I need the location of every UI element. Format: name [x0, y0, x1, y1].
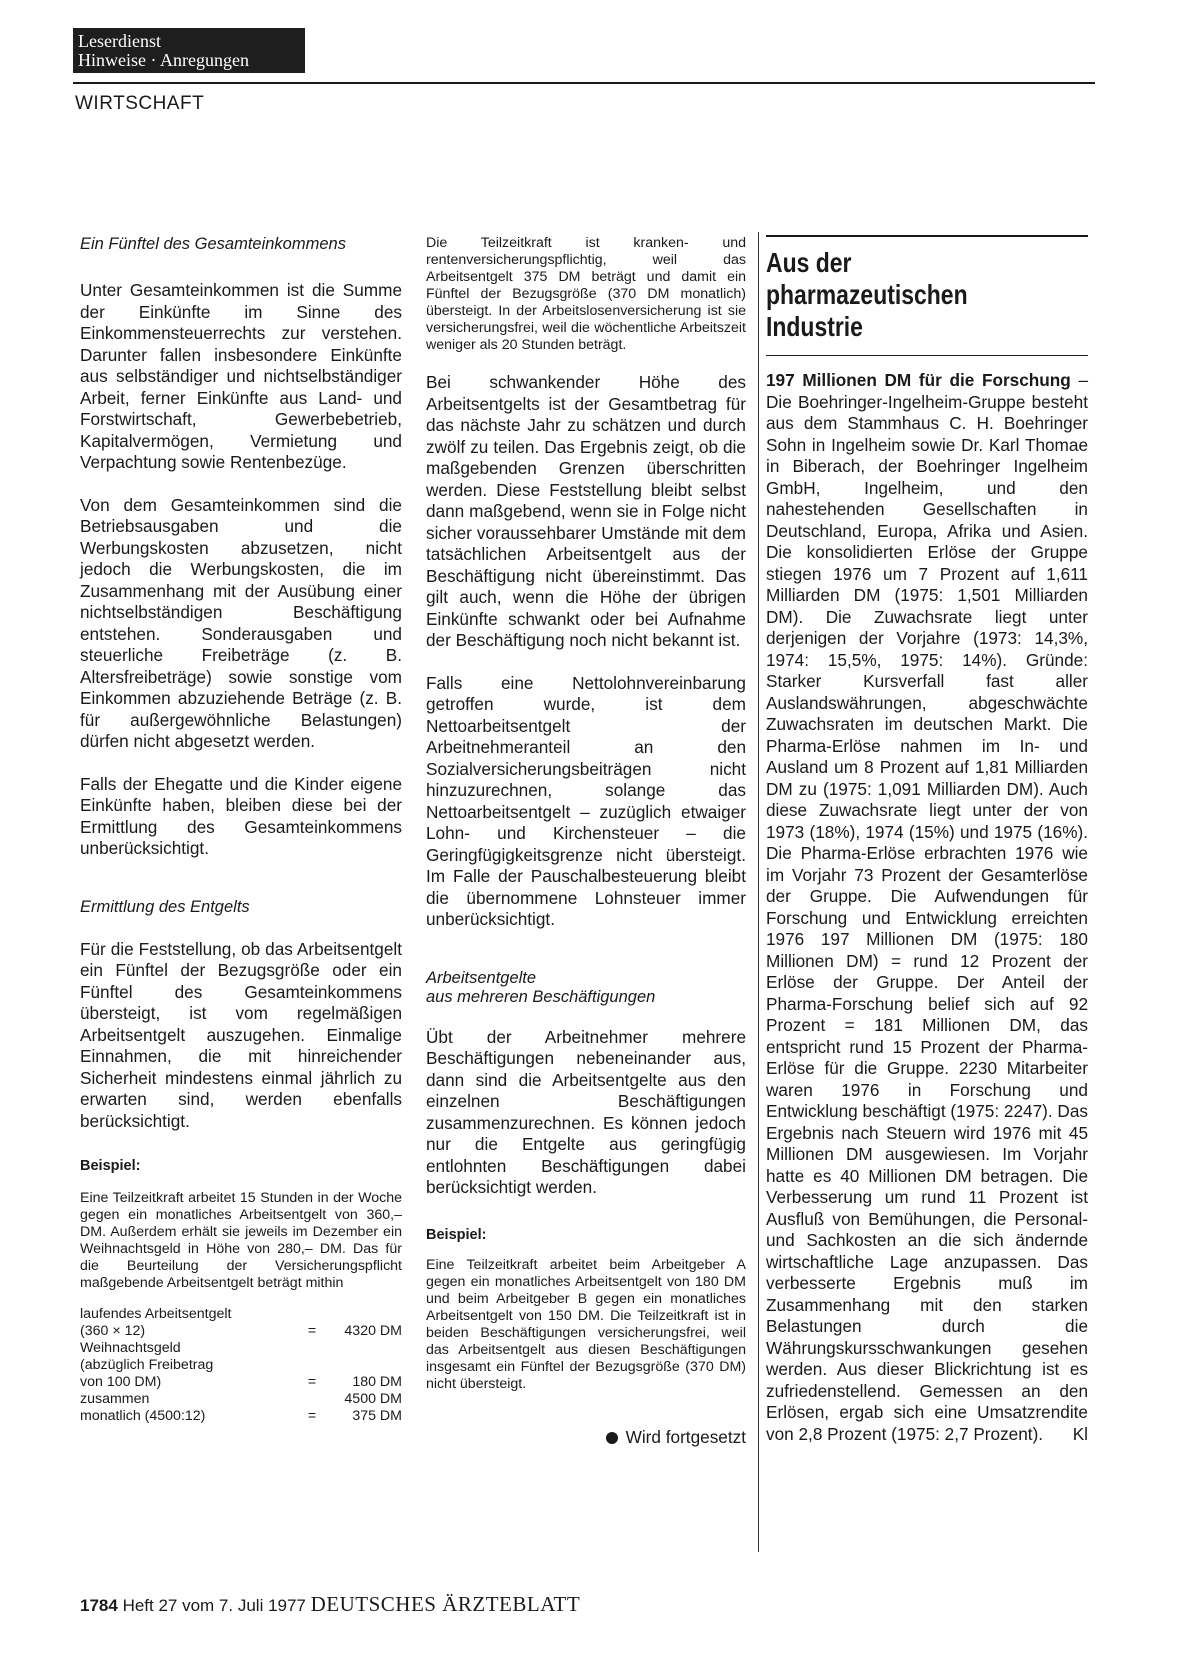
- paragraph: Für die Feststellung, ob das Arbeitsentgelt ein Fünftel der Bezugsgröße oder ein Fünftel des Gesamteinkommens übersteigt, ist vom regelmäßigen Arbeitsentgelt auszugehen. Einmalige Einnahmen, die mit hinreichender Sicherheit mindestens einmal jährlich zu erwarten sind, werden ebenfalls berücksichtigt.: [80, 938, 402, 1131]
- calc-label: (abzüglich Freibetrag: [80, 1357, 214, 1373]
- example-label: Beispiel:: [426, 1226, 487, 1243]
- calc-equals: =: [307, 1323, 317, 1339]
- paragraph: Unter Gesamteinkommen ist die Summe der Einkünfte im Sinne des Einkommensteuerrechts zur verstehen. Darunter fallen insbesondere Einkünfte aus selbständiger und nichtselbständiger Arbeit, ferner Einkünfte aus Land- und Forstwirtschaft, Gewerbebetrieb, Kapitalvermögen, Vermietung und Verpachtung sowie Rentenbezüge.: [80, 280, 402, 472]
- calc-row: [80, 1306, 402, 1323]
- news-body: – Die Boehringer-Ingelheim-Gruppe besteht aus dem Stammhaus C. H. Boehringer Sohn in Ingelheim sowie Dr. Karl Thomae in Biberach, der Boehringer Ingelheim GmbH, Ingelheim, und den nahestehenden Gesellschaften in Deutschland, Europa, Afrika und Asien. Die konsolidierten Erlöse der Gruppe stiegen 1976 um 7 Prozent auf 1,611 Milliarden DM (1975: 1,501 Milliarden DM). Die Zuwachsrate liegt unter derjenigen der Vorjahre (1973: 14,3%, 1974: 15,5%, 1975: 14%). Gründe: Starker Kursverfall fast aller Auslandswährungen, abgeschwächte Zuwachsraten im deutschen Markt. Die Pharma-Erlöse nahmen im In- und Ausland um 8 Prozent auf 1,81 Milliarden DM zu (1975: 1,091 Milliarden DM). Auch diese Zuwachsrate liegt unter der von 1973 (18%), 1974 (15%) und 1975 (16%). Die Pharma-Erlöse erbrachten 1976 wie im Vorjahr 73 Prozent der Gesamterlöse der Gruppe. Die Aufwendungen für Forschung und Entwicklung erreichten 1976 197 Millionen DM (1975: 180 Millionen DM) = rund 12 Prozent der Erlöse der Gruppe. Der Anteil der Pharma-Forschung belief sich auf 92 Prozent = 181 Millionen DM, das entspricht rund 15 Prozent der Pharma-Erlöse für die Gruppe. 2230 Mitarbeiter waren 1976 in Forschung und Entwicklung beschäftigt (1975: 2247). Das Ergebnis nach Steuern wird 1976 mit 45 Millionen DM ausgewiesen. Im Vorjahr hatte es 40 Millionen DM betragen. Die Verbesserung um rund 11 Prozent ist Ausfluß von Bemühungen, die Personal- und Sachkosten an die sich ändernde wirtschaftliche Lage anzupassen. Das verbesserte Ergebnis muß im Zusammenhang mit den starken Belastungen durch die Währungskursschwankungen gesehen werden. Aus dieser Blickrichtung ist es zufriedenstellend. Gemessen an den Erlösen, ergab sich eine Umsatzrendite von 2,8 Prozent (1975: 2,7 Prozent).: [766, 370, 1088, 1444]
- calc-row: [80, 1357, 402, 1374]
- subhead-arbeitsentgelte: [426, 969, 746, 1007]
- calc-label: monatlich (4500:12): [80, 1408, 206, 1424]
- news-item: [766, 370, 1088, 1445]
- column-2: [426, 235, 746, 1448]
- continued-label: Wird fortgesetzt: [625, 1426, 746, 1447]
- paragraph: Falls eine Nettolohnvereinbarung getroffen wurde, ist dem Nettoarbeitsentgelt der Arbeitnehmeranteil an den Sozialversicherungsbeiträgen nicht hinzuzurechnen, solange das Nettoarbeitsentgelt – zuzüglich etwaiger Lohn- und Kirchensteuer – die Geringfügigkeitsgrenze nicht übersteigt. Im Falle der Pauschalbesteuerung bleibt die übernommene Lohnsteuer immer unberücksichtigt.: [426, 672, 746, 929]
- page-number: 1784: [80, 1596, 118, 1615]
- subhead-line: Arbeitsentgelte: [426, 968, 537, 987]
- journal-name: DEUTSCHES ÄRZTEBLATT: [310, 1592, 581, 1616]
- example-label: Beispiel:: [80, 1158, 141, 1174]
- calc-row: [80, 1340, 402, 1357]
- paragraph: Übt der Arbeitnehmer mehrere Beschäftigungen nebeneinander aus, dann sind die Arbeitsentgelte aus den einzelnen Beschäftigungen zusammenzurechnen. Es können jedoch nur die Entgelte aus geringfügig entlohnten Beschäftigungen dabei berücksichtigt werden.: [426, 1026, 746, 1197]
- calc-row: [80, 1408, 402, 1425]
- calc-label: (360 × 12): [80, 1323, 146, 1339]
- bullet-icon: [606, 1432, 618, 1444]
- box-title: [766, 247, 1088, 343]
- calc-row: [80, 1323, 402, 1340]
- issue-info: Heft 27 vom 7. Juli 1977: [122, 1596, 306, 1615]
- subhead-gesamteinkommen: Ein Fünftel des Gesamteinkommens: [80, 235, 346, 253]
- subhead-line: aus mehreren Beschäftigungen: [426, 987, 656, 1006]
- page-footer: [80, 1592, 580, 1617]
- box-title-line: pharmazeutischen: [766, 279, 968, 310]
- column-3: [766, 235, 1088, 1445]
- calc-value: 375 DM: [352, 1408, 402, 1424]
- paragraph-small: Die Teilzeitkraft ist kranken- und rentenversicherungspflichtig, weil das Arbeitsentgelt 375 DM beträgt und damit ein Fünftel der Bezugsgröße (370 DM monatlich) übersteigt. In der Arbeitslosenversicherung ist sie versicherungsfrei, weil die wöchentliche Arbeitszeit weniger als 20 Stunden beträgt.: [426, 235, 746, 353]
- box-title-line: Aus der: [766, 247, 852, 278]
- column-1: [80, 235, 402, 1425]
- box-title-line: Industrie: [766, 311, 863, 342]
- rubric-line-1: Leserdienst: [78, 31, 161, 51]
- calc-row: [80, 1374, 402, 1391]
- box-title-rule: [766, 355, 1088, 356]
- box-top-rule: [766, 235, 1088, 237]
- calc-label: Weihnachtsgeld: [80, 1340, 181, 1356]
- calc-value: 180 DM: [352, 1374, 402, 1390]
- continuation-note: [426, 1427, 746, 1448]
- news-lead: 197 Millionen DM für die Forschung: [766, 370, 1071, 390]
- calculation-table: [80, 1306, 402, 1425]
- calc-equals: =: [307, 1408, 317, 1424]
- calc-row: [80, 1391, 402, 1408]
- paragraph: Bei schwankender Höhe des Arbeitsentgelts ist der Gesamtbetrag für das nächste Jahr zu schätzen und durch zwölf zu teilen. Das Ergebnis zeigt, ob die maßgebenden Grenzen überschritten werden. Diese Feststellung bleibt selbst dann maßgebend, wenn sie in Folge nicht sicher voraussehbarer Umstände mit dem tatsächlichen Arbeitsentgelt aus der Beschäftigung nicht übereinstimmt. Das gilt auch, wenn die Höhe der übrigen Einkünfte schwankt oder bei Aufnahme der Beschäftigung noch nicht bekannt ist.: [426, 372, 746, 650]
- calc-value: 4500 DM: [344, 1391, 402, 1407]
- calc-value: 4320 DM: [344, 1323, 402, 1339]
- paragraph: Von dem Gesamteinkommen sind die Betriebsausgaben und die Werbungskosten abzusetzen, nicht jedoch die Werbungskosten, die im Zusammenhang mit der Ausübung einer nichtselbständigen Beschäftigung entstehen. Sonderausgaben und steuerliche Freibeträge (z. B. Altersfreibeträge) sowie sonstige vom Einkommen abzuziehende Beträge (z. B. für außergewöhnliche Belastungen) dürfen nicht abgesetzt werden.: [80, 494, 402, 751]
- column-divider: [758, 232, 759, 1552]
- section-label: WIRTSCHAFT: [75, 93, 205, 114]
- subhead-ermittlung: Ermittlung des Entgelts: [80, 897, 250, 916]
- calc-label: von 100 DM): [80, 1374, 162, 1390]
- calc-label: laufendes Arbeitsentgelt: [80, 1306, 232, 1322]
- paragraph: Falls der Ehegatte und die Kinder eigene Einkünfte haben, bleiben diese bei der Ermittlung des Gesamteinkommens unberücksichtigt.: [80, 773, 402, 858]
- author-initials: Kl: [1072, 1423, 1088, 1444]
- rubric-line-2: Hinweise · Anregungen: [78, 50, 249, 70]
- calc-equals: =: [307, 1374, 317, 1390]
- header-rule: [73, 82, 1095, 84]
- example-text: Eine Teilzeitkraft arbeitet 15 Stunden in der Woche gegen ein monatliches Arbeitsentgelt von 360,– DM. Außerdem erhält sie jeweils im Dezember ein Weihnachtsgeld in Höhe von 280,– DM. Das für die Beurteilung der Versicherungspflicht maßgebende Arbeitsentgelt beträgt mithin: [80, 1190, 402, 1291]
- example-text: Eine Teilzeitkraft arbeitet beim Arbeitgeber A gegen ein monatliches Arbeitsentgelt von 180 DM und beim Arbeitgeber B gegen ein monatliches Arbeitsentgelt von 150 DM. Die Teilzeitkraft ist in beiden Beschäftigungen versicherungsfrei, weil das Arbeitsentgelt aus diesen Beschäftigungen insgesamt ein Fünftel der Bezugsgröße (370 DM) nicht übersteigt.: [426, 1256, 746, 1392]
- rubric-box: [73, 28, 305, 73]
- calc-label: zusammen: [80, 1391, 150, 1407]
